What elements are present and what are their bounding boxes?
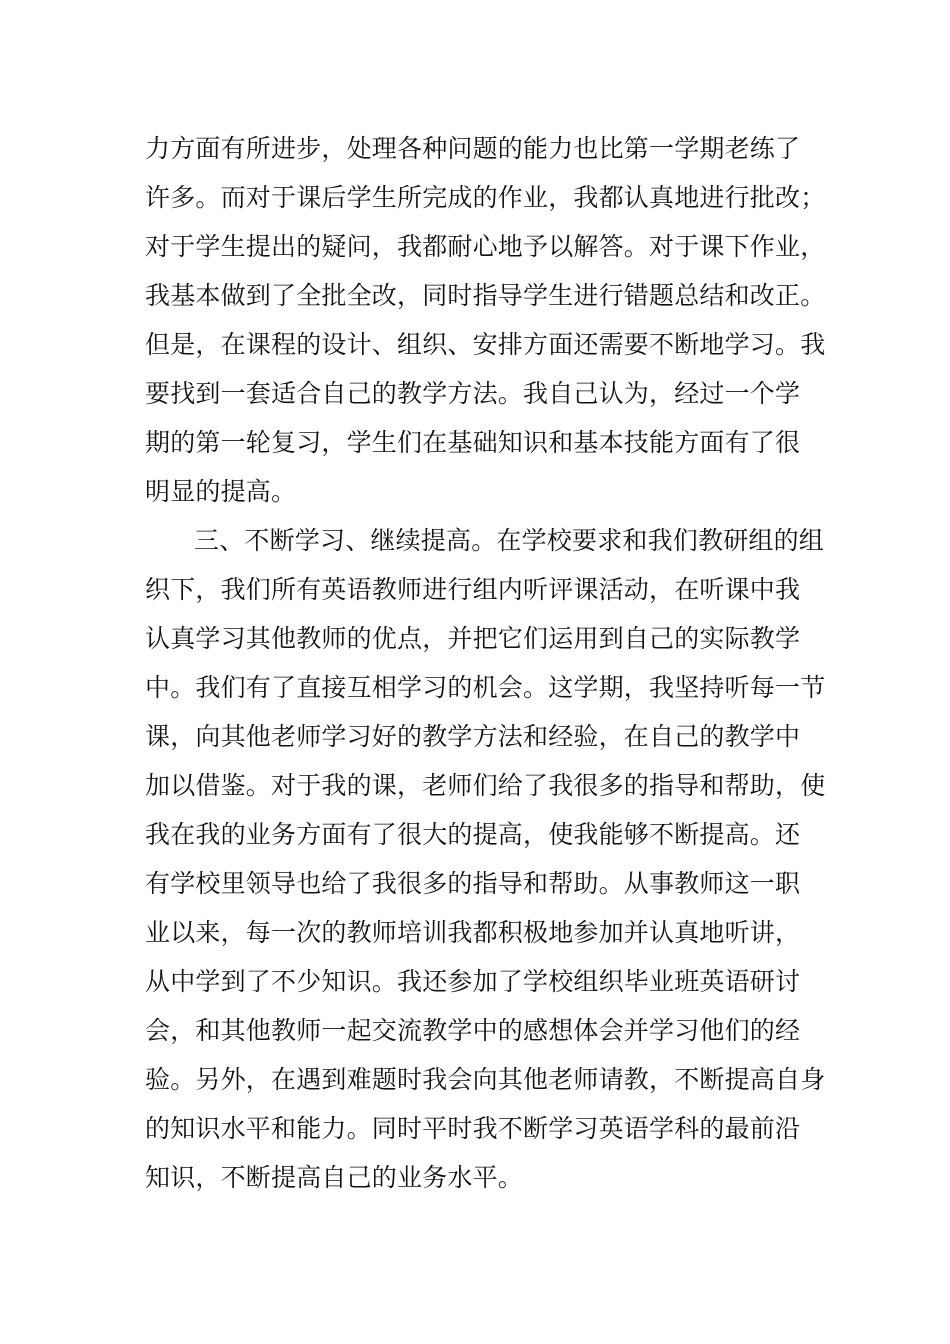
text-line: 织下，我们所有英语教师进行组内听评课活动，在听课中我: [145, 575, 801, 604]
section-heading-line: 三、不断学习、继续提高。在学校要求和我们教研组的组: [194, 526, 825, 555]
text-line: 验。另外，在遇到难题时我会向其他老师请教，不断提高自身: [145, 1065, 826, 1094]
text-line: 对于学生提出的疑问，我都耐心地予以解答。对于课下作业，: [145, 232, 826, 261]
text-line: 从中学到了不少知识。我还参加了学校组织毕业班英语研讨: [145, 967, 801, 996]
text-line: 知识，不断提高自己的业务水平。: [145, 1163, 524, 1192]
text-line: 业以来，每一次的教师培训我都积极地参加并认真地听讲，: [145, 918, 801, 947]
text-line: 力方面有所进步，处理各种问题的能力也比第一学期老练了: [145, 134, 801, 163]
text-line: 有学校里领导也给了我很多的指导和帮助。从事教师这一职: [145, 869, 801, 898]
text-line: 要找到一套适合自己的教学方法。我自己认为，经过一个学: [145, 379, 801, 408]
text-line: 我在我的业务方面有了很大的提高，使我能够不断提高。还: [145, 820, 801, 849]
text-line: 许多。而对于课后学生所完成的作业，我都认真地进行批改；: [145, 183, 826, 212]
text-line: 我基本做到了全批全改，同时指导学生进行错题总结和改正。: [145, 281, 826, 310]
text-line: 课，向其他老师学习好的教学方法和经验，在自己的教学中: [145, 722, 801, 751]
text-line: 中。我们有了直接互相学习的机会。这学期，我坚持听每一节: [145, 673, 826, 702]
text-line: 期的第一轮复习，学生们在基础知识和基本技能方面有了很: [145, 428, 801, 457]
text-line: 会，和其他教师一起交流教学中的感想体会并学习他们的经: [145, 1016, 801, 1045]
text-line: 加以借鉴。对于我的课，老师们给了我很多的指导和帮助，使: [145, 771, 826, 800]
body-text: [145, 124, 825, 1202]
text-line: 明显的提高。: [145, 477, 297, 506]
text-line: 认真学习其他教师的优点，并把它们运用到自己的实际教学: [145, 624, 801, 653]
text-line: 但是，在课程的设计、组织、安排方面还需要不断地学习。我: [145, 330, 826, 359]
text-line: 的知识水平和能力。同时平时我不断学习英语学科的最前沿: [145, 1114, 801, 1143]
